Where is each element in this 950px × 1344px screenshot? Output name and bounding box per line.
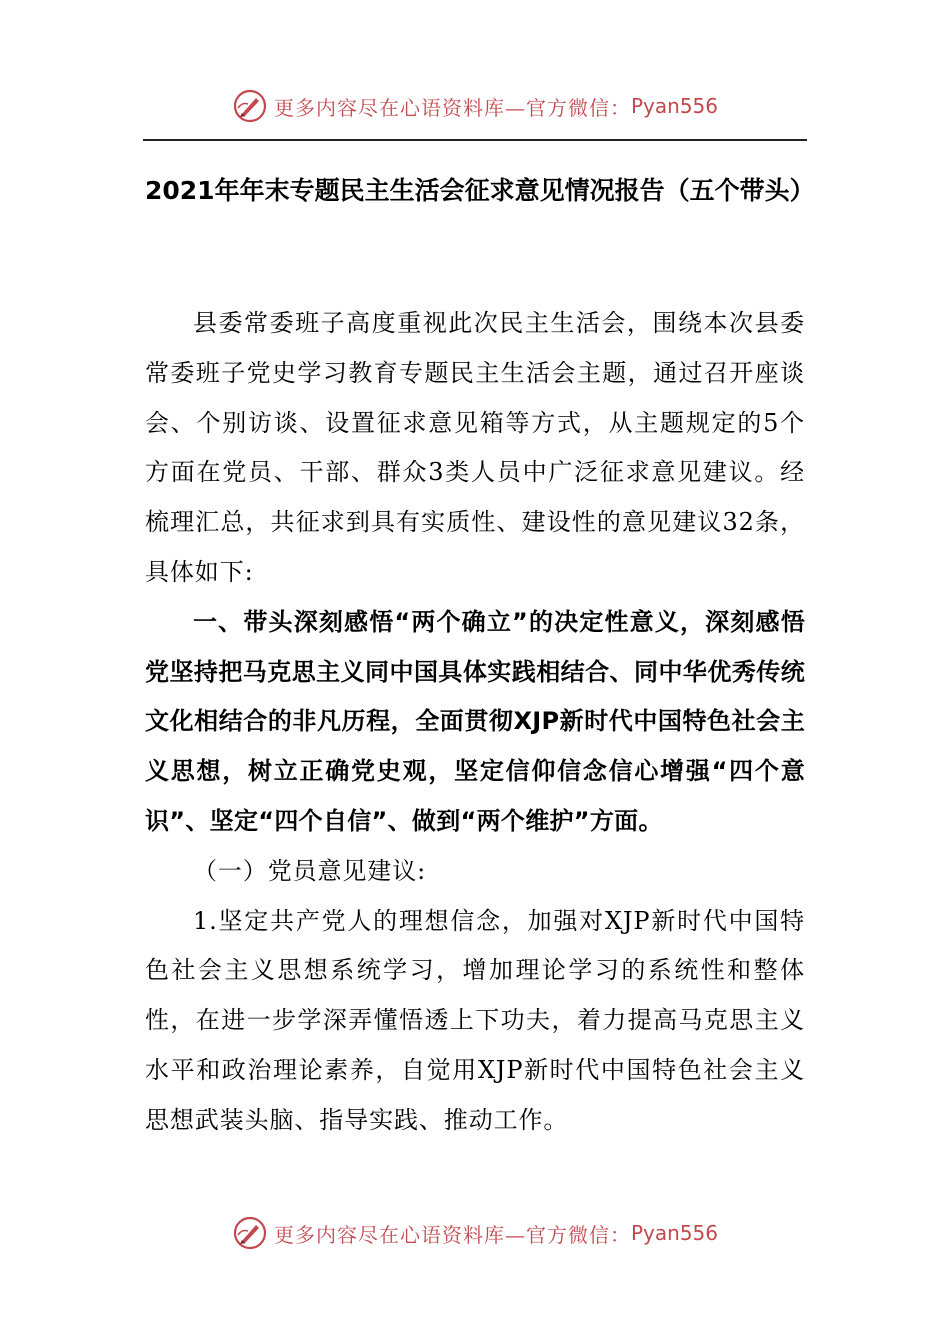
pen-circle-logo-icon xyxy=(232,88,268,124)
subsection-heading: （一）党员意见建议: xyxy=(193,856,427,885)
pen-circle-logo-icon xyxy=(232,1215,268,1251)
header-watermark xyxy=(0,86,950,126)
list-item: 1.坚定共产党人的理想信念，加强对XJP新时代中国特色社会主义思想系统学习，增加理论学习的系统性和整体性，在进一步学深弄懂悟透上下功夫，着力提高马克思主义水平和政治理论素养，自觉用XJP新时代中国特色社会主义思想武装头脑、指导实践、推动工作。 xyxy=(145,906,805,1134)
watermark-text: 更多内容尽在心语资料库—官方微信： xyxy=(273,95,631,120)
header-divider xyxy=(143,139,807,141)
document-title: 2021年年末专题民主生活会征求意见情况报告（五个带头） xyxy=(145,176,815,205)
intro-paragraph: 县委常委班子高度重视此次民主生活会，围绕本次县委常委班子党史学习教育专题民主生活会主题，通过召开座谈会、个别访谈、设置征求意见箱等方式，从主题规定的5个方面在党员、干部、群众3类人员中广泛征求意见建议。经梳理汇总，共征求到具有实质性、建设性的意见建议32条，具体如下: xyxy=(145,309,805,586)
watermark-text: 更多内容尽在心语资料库—官方微信： xyxy=(273,1222,631,1247)
document-body xyxy=(145,299,805,1146)
watermark-wechat-id: Pyan556 xyxy=(630,1221,718,1245)
watermark-wechat-id: Pyan556 xyxy=(630,94,718,118)
section-heading: 一、带头深刻感悟“两个确立”的决定性意义，深刻感悟党坚持把马克思主义同中国具体实践相结合、同中华优秀传统文化相结合的非凡历程，全面贯彻XJP新时代中国特色社会主义思想，树立正确党史观，坚定信仰信念信心增强“四个意识”、坚定“四个自信”、做到“两个维护”方面。 xyxy=(145,607,805,835)
footer-watermark xyxy=(0,1213,950,1253)
